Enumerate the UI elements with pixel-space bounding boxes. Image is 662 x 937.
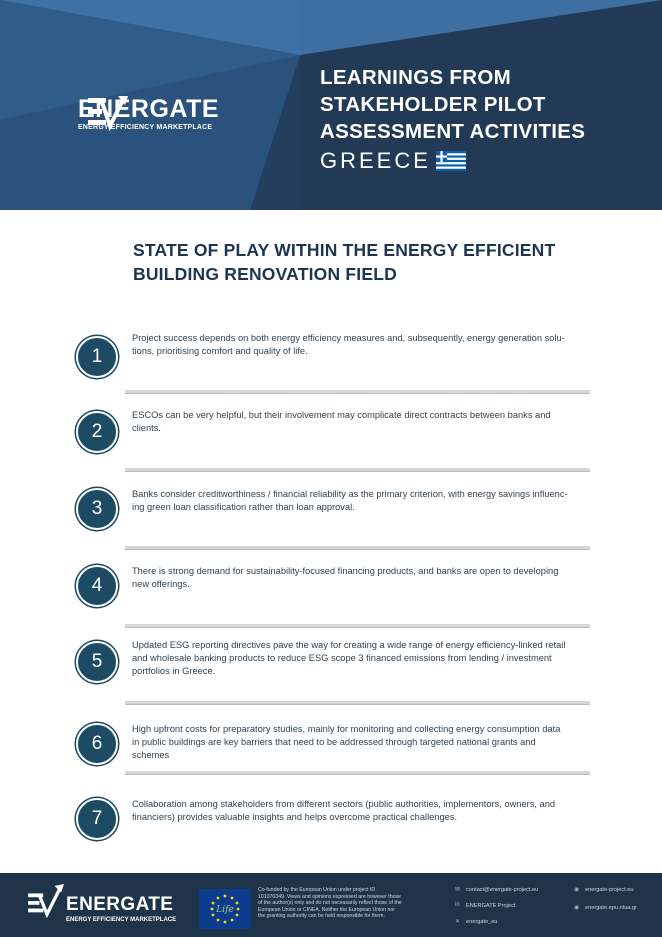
item-number-badge: 7	[76, 798, 118, 840]
twitter-text[interactable]: energate_eu	[466, 918, 498, 925]
item-text-line: financiers) provides valuable insights and helps overcome practical challenges.	[132, 811, 458, 822]
cofunding-disclaimer	[258, 887, 438, 920]
item-text-line: new offerings.	[132, 578, 190, 589]
item-text	[132, 565, 572, 591]
website2-text[interactable]: energate.epu.ntua.gr	[585, 904, 637, 911]
twitter-link[interactable]	[455, 918, 497, 925]
item-number-badge: 4	[76, 565, 118, 607]
globe-icon: ◉	[574, 905, 580, 911]
section-title-line-1: STATE OF PLAY WITHIN THE ENERGY EFFICIENT	[133, 240, 556, 260]
disclaimer-line: 101076349. Views and opinions expressed are however those	[258, 893, 401, 900]
disclaimer-line: European Union or CINEA. Neither the European Union nor	[258, 906, 395, 913]
item-text-line: tions, prioritising comfort and quality of life.	[132, 345, 308, 356]
item-number-badge: 2	[76, 411, 118, 453]
item-text-line: Banks consider creditworthiness / financial reliability as the primary criterion, with energy savings influenc-	[132, 489, 568, 499]
disclaimer-line: of the author(s) only and do not necessarily reflect those of the	[258, 900, 402, 907]
greece-flag-icon	[436, 151, 466, 171]
section-title-line-2: BUILDING RENOVATION FIELD	[133, 264, 397, 284]
title-line-1: LEARNINGS FROM	[320, 66, 511, 89]
item-text	[132, 723, 572, 761]
item-text	[132, 488, 572, 514]
disclaimer-line: the granting authority can be held responsible for them.	[258, 913, 385, 920]
logo-name: ENERGATE	[78, 95, 220, 123]
linkedin-text[interactable]: ENERGATE Project	[466, 902, 516, 909]
item-text-line: schemes	[132, 749, 170, 760]
footer-logo-name: ENERGATE	[66, 894, 174, 915]
item-text-line: ing green loan classification rather than loan approval.	[132, 501, 355, 512]
title-line-3: ASSESSMENT ACTIVITIES	[320, 120, 586, 143]
title-line-2: STAKEHOLDER PILOT	[320, 93, 546, 116]
item-text-line: Project success depends on both energy efficiency measures and, subsequently, energy generation solu-	[132, 333, 565, 343]
footer-logo-tagline: ENERGY EFFICIENCY MARKETPLACE	[66, 917, 177, 923]
page-title	[320, 64, 640, 145]
svg-text:Life: Life	[216, 905, 234, 915]
item-text	[132, 332, 572, 358]
item-text-line: portfolios in Greece.	[132, 665, 216, 676]
item-text	[132, 409, 572, 435]
logo-tagline: ENERGY EFFICIENCY MARKETPLACE	[78, 124, 213, 131]
mail-icon: ✉	[455, 887, 461, 893]
item-text-line: Collaboration among stakeholders from different sectors (public authorities, implementors, owners, and	[132, 799, 556, 809]
divider	[125, 624, 590, 628]
divider	[125, 468, 590, 472]
linkedin-link[interactable]	[455, 902, 515, 909]
divider	[125, 390, 590, 394]
item-text-line: ESCOs can be very helpful, but their involvement may complicate direct contracts between banks and	[132, 410, 551, 420]
divider	[125, 701, 590, 705]
linkedin-icon: in	[455, 902, 460, 908]
item-text-line: in public buildings are key barriers that need to be addressed through targeted national grants and	[132, 736, 536, 747]
item-text-line: and wholesale banking products to reduce ESG scope 3 financed emissions from lending / investment	[132, 652, 552, 663]
country-label: GREECE	[320, 148, 431, 173]
item-number-badge: 1	[76, 336, 118, 378]
globe-icon: ◉	[574, 887, 580, 893]
email-text[interactable]: contact@energate-project.eu	[466, 886, 539, 893]
website-link[interactable]	[574, 886, 634, 893]
section-title	[133, 238, 613, 286]
item-number-badge: 6	[76, 723, 118, 765]
divider	[125, 771, 590, 775]
divider	[125, 546, 590, 550]
email-link[interactable]	[455, 886, 538, 893]
eu-flag-life-icon	[199, 889, 251, 929]
x-twitter-icon: ✕	[455, 919, 461, 925]
website2-link[interactable]	[574, 904, 637, 911]
item-text	[132, 798, 572, 824]
website-text[interactable]: energate-project.eu	[585, 886, 634, 893]
item-text	[132, 639, 572, 677]
item-text-line: Updated ESG reporting directives pave the way for creating a wide range of energy efficiency-linked retail	[132, 640, 566, 650]
item-number-badge: 5	[76, 641, 118, 683]
item-number-badge: 3	[76, 488, 118, 530]
disclaimer-line: Co-funded by the European Union under project ID	[258, 887, 376, 893]
item-text-line: High upfront costs for preparatory studies, mainly for monitoring and collecting energy consumption data	[132, 724, 561, 734]
item-text-line: There is strong demand for sustainability-focused financing products, and banks are open to developing	[132, 566, 559, 576]
item-text-line: clients.	[132, 422, 161, 433]
